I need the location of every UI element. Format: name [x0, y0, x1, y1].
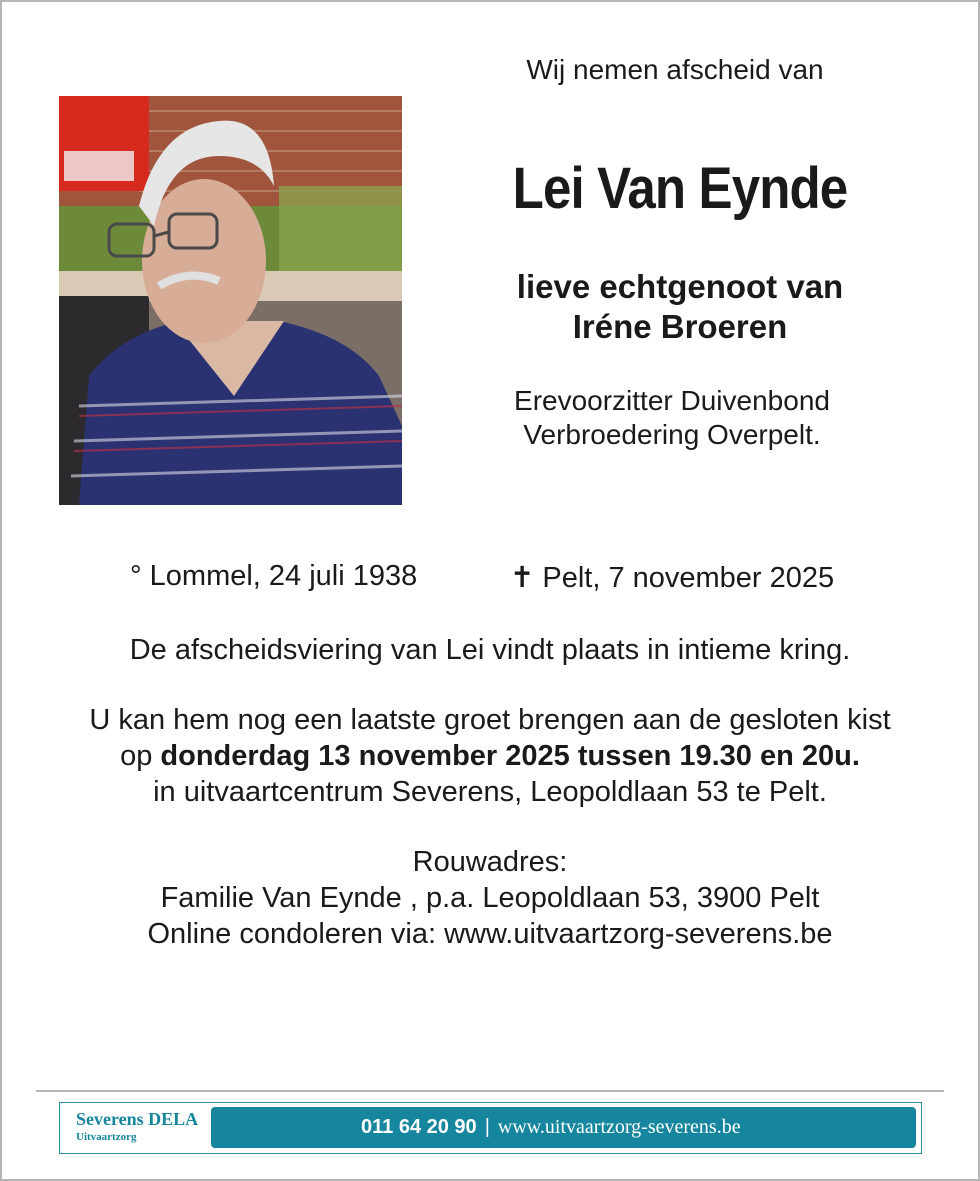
- birth-date: ° Lommel, 24 juli 1938: [130, 560, 418, 592]
- rouwadres-address: Familie Van Eynde , p.a. Leopoldlaan 53, 3900 Pelt: [160, 882, 820, 914]
- online-condolence-link[interactable]: Online condoleren via: www.uitvaartzorg-severens.be: [147, 918, 833, 950]
- footer-divider: [36, 1090, 944, 1092]
- phone-number[interactable]: 011 64 20 90: [361, 1116, 477, 1138]
- role-line-2: Verbroedering Overpelt.: [523, 419, 821, 450]
- visit-line-1: U kan hem nog een laatste groet brengen aan de gesloten kist: [89, 704, 891, 736]
- visit-block: [0, 702, 980, 810]
- logo-brand: Severens DELA: [76, 1109, 199, 1129]
- spouse-block: [430, 267, 930, 347]
- visit-prefix: op: [120, 740, 161, 772]
- visit-datetime: donderdag 13 november 2025 tussen 19.30 en 20u.: [160, 740, 860, 772]
- intro-text: Wij nemen afscheid van: [526, 54, 824, 85]
- rouwadres-block: [0, 844, 980, 952]
- rouwadres-label: Rouwadres:: [412, 846, 568, 878]
- visit-line-3: in uitvaartcentrum Severens, Leopoldlaan 53 te Pelt.: [153, 776, 827, 808]
- logo-subtitle: Uitvaartzorg: [76, 1131, 137, 1143]
- contact-separator: |: [484, 1116, 490, 1138]
- role-block: [430, 384, 914, 452]
- spouse-line-1: lieve echtgenoot van: [516, 268, 844, 305]
- role-line-1: Erevoorzitter Duivenbond: [514, 385, 830, 416]
- contact-bar: [211, 1107, 916, 1148]
- spouse-name: Iréne Broeren: [572, 308, 788, 345]
- website-link[interactable]: www.uitvaartzorg-severens.be: [497, 1116, 741, 1138]
- deceased-name: Lei Van Eynde: [512, 156, 848, 221]
- ceremony-text: De afscheidsviering van Lei vindt plaats in intieme kring.: [129, 634, 851, 666]
- visit-line-2: [0, 738, 980, 774]
- portrait-photo: [59, 96, 402, 505]
- death-date: ✝ Pelt, 7 november 2025: [510, 562, 835, 594]
- footer-banner: [59, 1102, 922, 1154]
- funeral-home-logo: [76, 1109, 198, 1143]
